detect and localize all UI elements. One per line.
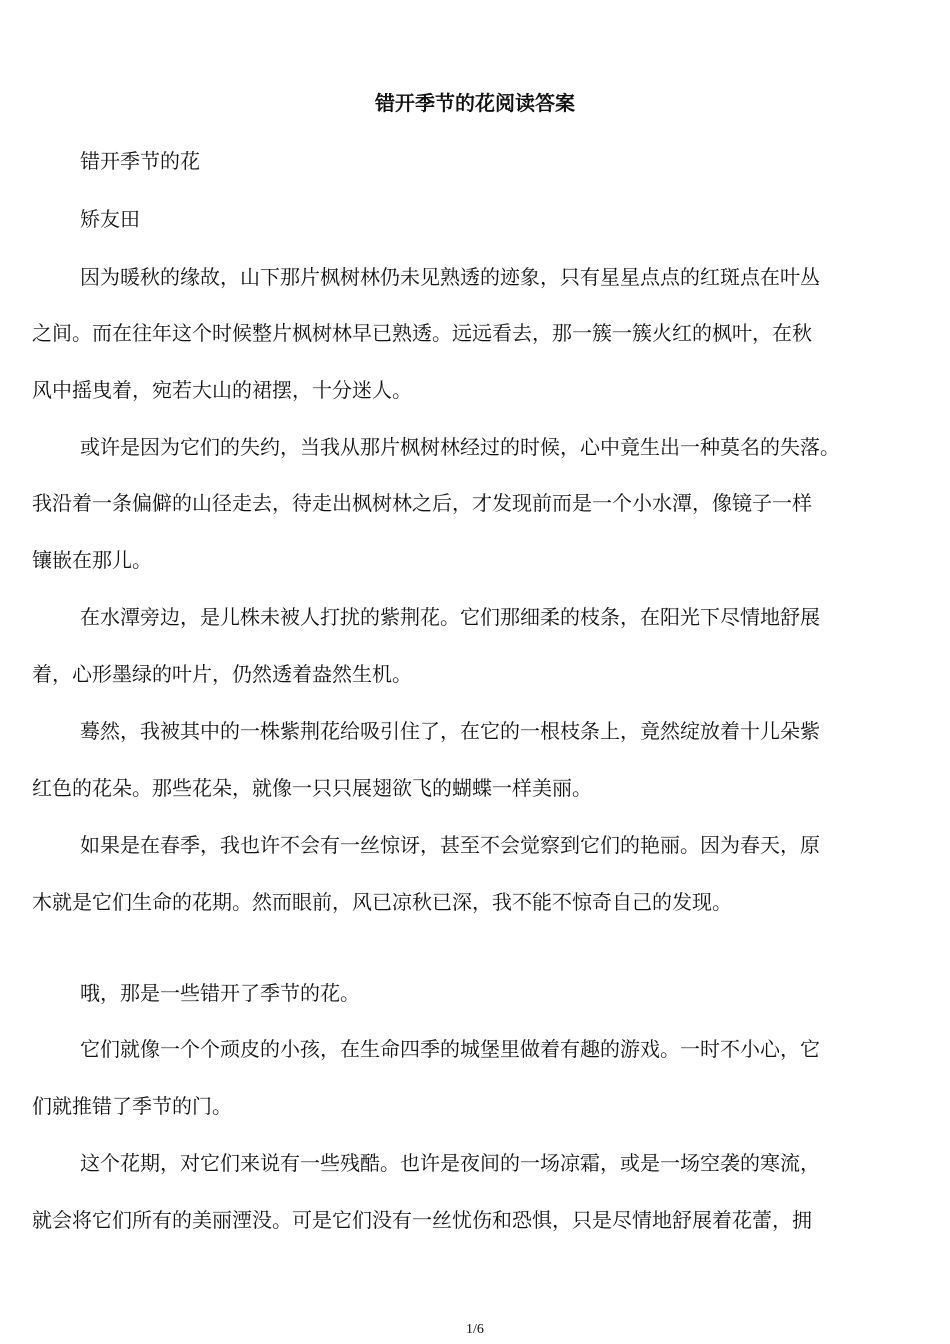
paragraph-line: 或许是因为它们的失约，当我从那片枫树林经过的时候，心中竟生出一种莫名的失落。 — [80, 435, 840, 459]
document-title: 错开季节的花阅读答案 — [375, 91, 575, 115]
paragraph-line: 这个花期，对它们来说有一些残酷。也许是夜间的一场凉霜，或是一场空袭的寒流， — [80, 1151, 820, 1175]
article-title: 错开季节的花 — [80, 149, 200, 173]
paragraph-line: 镶嵌在那儿。 — [32, 548, 152, 572]
paragraph-line: 在水潭旁边，是儿株未被人打扰的紫荆花。它们那细柔的枝条，在阳光下尽情地舒展 — [80, 605, 820, 629]
author-name: 矫友田 — [80, 207, 140, 231]
paragraph-line: 木就是它们生命的花期。然而眼前，风已凉秋已深，我不能不惊奇自己的发现。 — [32, 890, 732, 914]
paragraph-line: 哦，那是一些错开了季节的花。 — [80, 981, 360, 1005]
paragraph-line: 之间。而在往年这个时候整片枫树林早已熟透。远远看去，那一簇一簇火红的枫叶，在秋 — [32, 321, 812, 345]
page-number: 1/6 — [466, 1322, 484, 1337]
paragraph-line: 红色的花朵。那些花朵，就像一只只展翅欲飞的蝴蝶一样美丽。 — [32, 776, 592, 800]
paragraph-line: 因为暖秋的缘故，山下那片枫树林仍未见熟透的迹象，只有星星点点的红斑点在叶丛 — [80, 265, 820, 289]
paragraph-line: 们就推错了季节的门。 — [32, 1094, 232, 1118]
paragraph-line: 着，心形墨绿的叶片，仍然透着盎然生机。 — [32, 662, 412, 686]
paragraph-line: 就会将它们所有的美丽湮没。可是它们没有一丝忧伤和恐惧，只是尽情地舒展着花蕾，拥 — [32, 1208, 812, 1232]
paragraph-line: 我沿着一条偏僻的山径走去，待走出枫树林之后，才发现前而是一个小水潭，像镜子一样 — [32, 491, 812, 515]
paragraph-line: 风中摇曳着，宛若大山的裙摆，十分迷人。 — [32, 378, 412, 402]
paragraph-line: 蓦然，我被其中的一株紫荆花给吸引住了，在它的一根枝条上，竟然绽放着十儿朵紫 — [80, 719, 820, 743]
paragraph-line: 它们就像一个个顽皮的小孩，在生命四季的城堡里做着有趣的游戏。一时不小心，它 — [80, 1037, 820, 1061]
paragraph-line: 如果是在春季，我也许不会有一丝惊讶，甚至不会觉察到它们的艳丽。因为春天，原 — [80, 833, 820, 857]
